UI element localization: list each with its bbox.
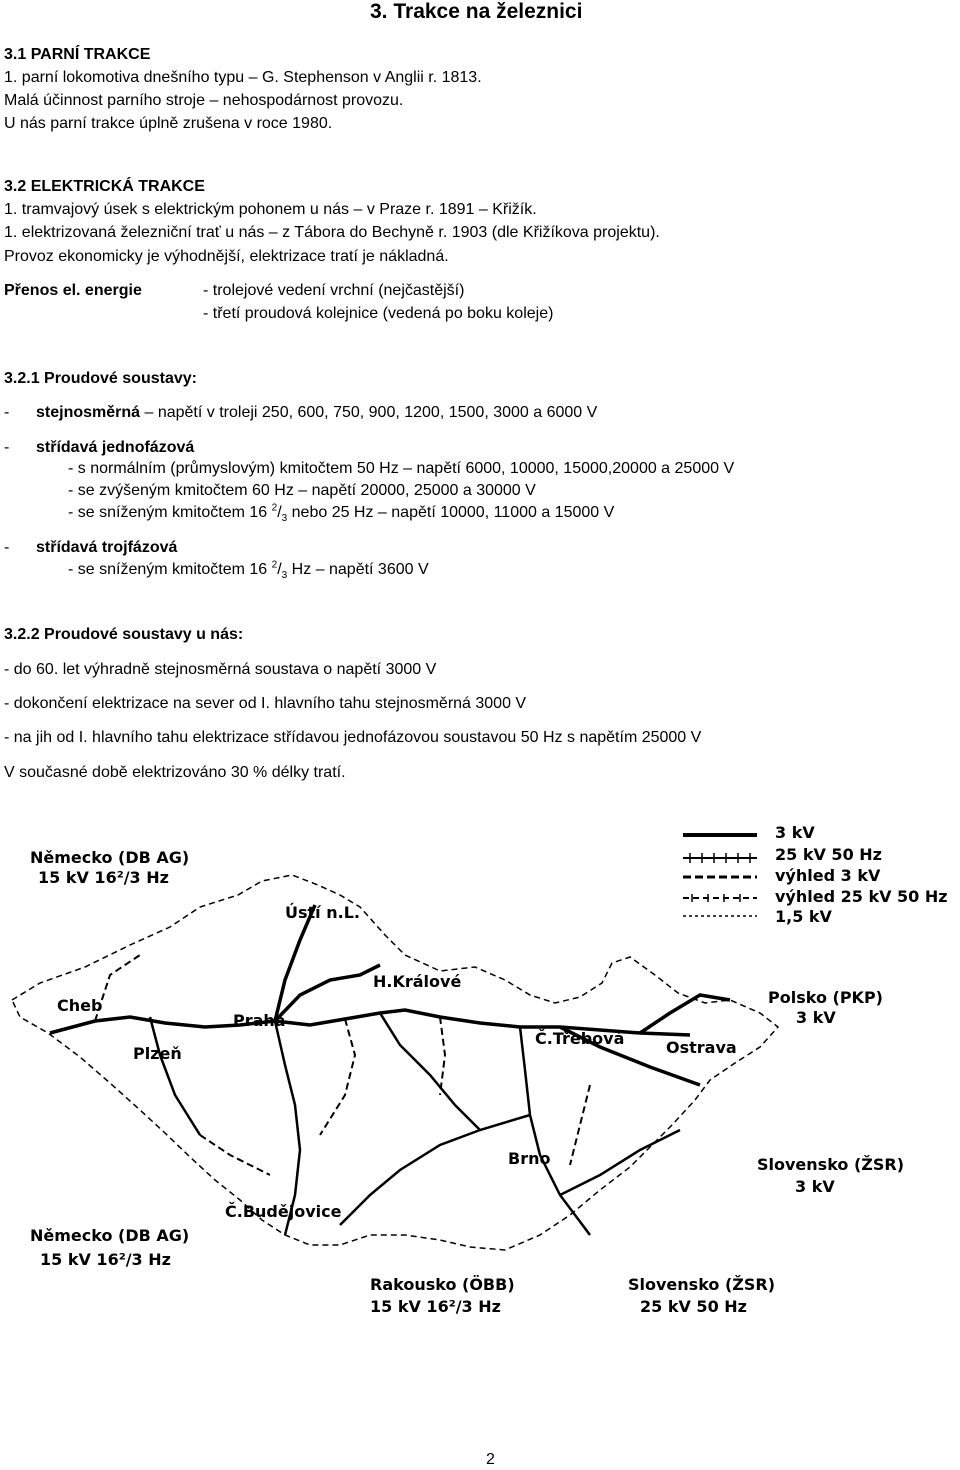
ac1-item: - s normálním (průmyslovým) kmitočtem 50 Hz – napětí 6000, 10000, 15000,20000 a 25000 V — [68, 460, 735, 477]
legend-label-1-5kv: 1,5 kV — [775, 907, 832, 926]
text-line: Provoz ekonomicky je výhodnější, elektrizace tratí je nákladná. — [4, 248, 449, 265]
chapter-title: 3. Trakce na železnici — [370, 0, 583, 23]
list-item: - do 60. let výhradně stejnosměrná soustava o napětí 3000 V — [4, 661, 437, 678]
legend-line-25kv — [683, 853, 757, 863]
text-line: 1. elektrizovaná železniční trať u nás – z Tábora do Bechyně r. 1903 (dle Křižíkova projektu). — [4, 224, 660, 241]
transfer-item: - trolejové vedení vrchní (nejčastější) — [203, 282, 465, 299]
label-ceske-budejovice: Č.Budějovice — [225, 1202, 342, 1221]
legend-label-25kv: 25 kV 50 Hz — [775, 845, 882, 864]
section-heading-elektricka-trakce: 3.2 ELEKTRICKÁ TRAKCE — [4, 178, 205, 195]
subsection-heading-proudove-soustavy: 3.2.1 Proudové soustavy: — [4, 370, 197, 387]
ac1-system-term: střídavá jednofázová — [36, 439, 195, 456]
text-line: Malá účinnost parního stroje – nehospodárnost provozu. — [4, 92, 404, 109]
ac3-item: - se sníženým kmitočtem 16 $^2/_3$ Hz – napětí 3600 V — [68, 559, 429, 582]
text-line: 1. tramvajový úsek s elektrickým pohonem u nás – v Praze r. 1891 – Křižík. — [4, 201, 537, 218]
legend-line-vyhled-25kv — [683, 894, 757, 902]
label-slovakia-east-voltage: 3 kV — [795, 1177, 835, 1196]
label-praha: Praha — [233, 1011, 286, 1030]
label-slovakia-south-voltage: 25 kV 50 Hz — [640, 1297, 747, 1316]
ac3-system-term: střídavá trojfázová — [36, 539, 178, 556]
rail-lines-vyhled — [95, 955, 590, 1175]
subsection-heading-proudove-soustavy-u-nas: 3.2.2 Proudové soustavy u nás: — [4, 626, 244, 643]
label-austria: Rakousko (ÖBB) — [370, 1275, 515, 1294]
label-brno: Brno — [508, 1149, 551, 1168]
legend-label-3kv: 3 kV — [775, 823, 815, 842]
transfer-label: Přenos el. energie — [4, 282, 142, 299]
label-usti: Ústí n.L. — [285, 903, 360, 922]
bullet-dash: - — [4, 404, 10, 421]
label-cheb: Cheb — [57, 996, 103, 1015]
label-germany-sw-voltage: 15 kV 16²/3 Hz — [40, 1250, 171, 1269]
dc-system-line — [36, 403, 597, 423]
legend-label-vyhled-25kv: výhled 25 kV 50 Hz — [775, 887, 948, 906]
label-germany-sw: Německo (DB AG) — [30, 1226, 190, 1245]
list-item: - dokončení elektrizace na sever od I. hlavního tahu stejnosměrná 3000 V — [4, 695, 527, 712]
text-line: 1. parní lokomotiva dnešního typu – G. Stephenson v Anglii r. 1813. — [4, 69, 482, 86]
text-line: U nás parní trakce úplně zrušena v roce 1980. — [4, 115, 333, 132]
label-slovakia-south: Slovensko (ŽSR) — [628, 1275, 776, 1294]
country-border — [12, 875, 778, 1250]
summary-line: V současné době elektrizováno 30 % délky tratí. — [4, 764, 346, 781]
label-ostrava: Ostrava — [666, 1038, 737, 1057]
label-germany-nw: Německo (DB AG) — [30, 848, 190, 867]
ac1-item: - se zvýšeným kmitočtem 60 Hz – napětí 20000, 25000 a 30000 V — [68, 482, 536, 499]
ac1-item: - se sníženým kmitočtem 16 $^2/_3$ nebo 25 Hz – napětí 10000, 11000 a 15000 V — [68, 502, 615, 525]
list-item: - na jih od I. hlavního tahu elektrizace střídavou jednofázovou soustavou 50 Hz s napětím 25000 V — [4, 729, 702, 746]
transfer-item: - třetí proudová kolejnice (vedená po boku koleje) — [203, 305, 554, 322]
legend-label-vyhled-3kv: výhled 3 kV — [775, 866, 881, 885]
railway-electrification-map — [0, 795, 960, 1355]
page-number: 2 — [486, 1451, 495, 1468]
label-austria-voltage: 15 kV 16²/3 Hz — [370, 1297, 501, 1316]
label-plzen: Plzeň — [133, 1044, 182, 1063]
label-slovakia-east: Slovensko (ŽSR) — [757, 1155, 905, 1174]
dc-system-text: – napětí v troleji 250, 600, 750, 900, 1200, 1500, 3000 a 6000 V — [140, 404, 598, 421]
label-poland-voltage: 3 kV — [796, 1008, 836, 1027]
label-germany-nw-voltage: 15 kV 16²/3 Hz — [38, 868, 169, 887]
bullet-dash: - — [4, 439, 10, 456]
bullet-dash: - — [4, 539, 10, 556]
label-poland: Polsko (PKP) — [768, 988, 883, 1007]
label-hradec-kralove: H.Králové — [373, 972, 462, 991]
section-heading-parni-trakce: 3.1 PARNÍ TRAKCE — [4, 46, 151, 63]
dc-system-term: stejnosměrná — [36, 404, 141, 421]
label-ceska-trebova: Č.Třebová — [535, 1029, 625, 1048]
